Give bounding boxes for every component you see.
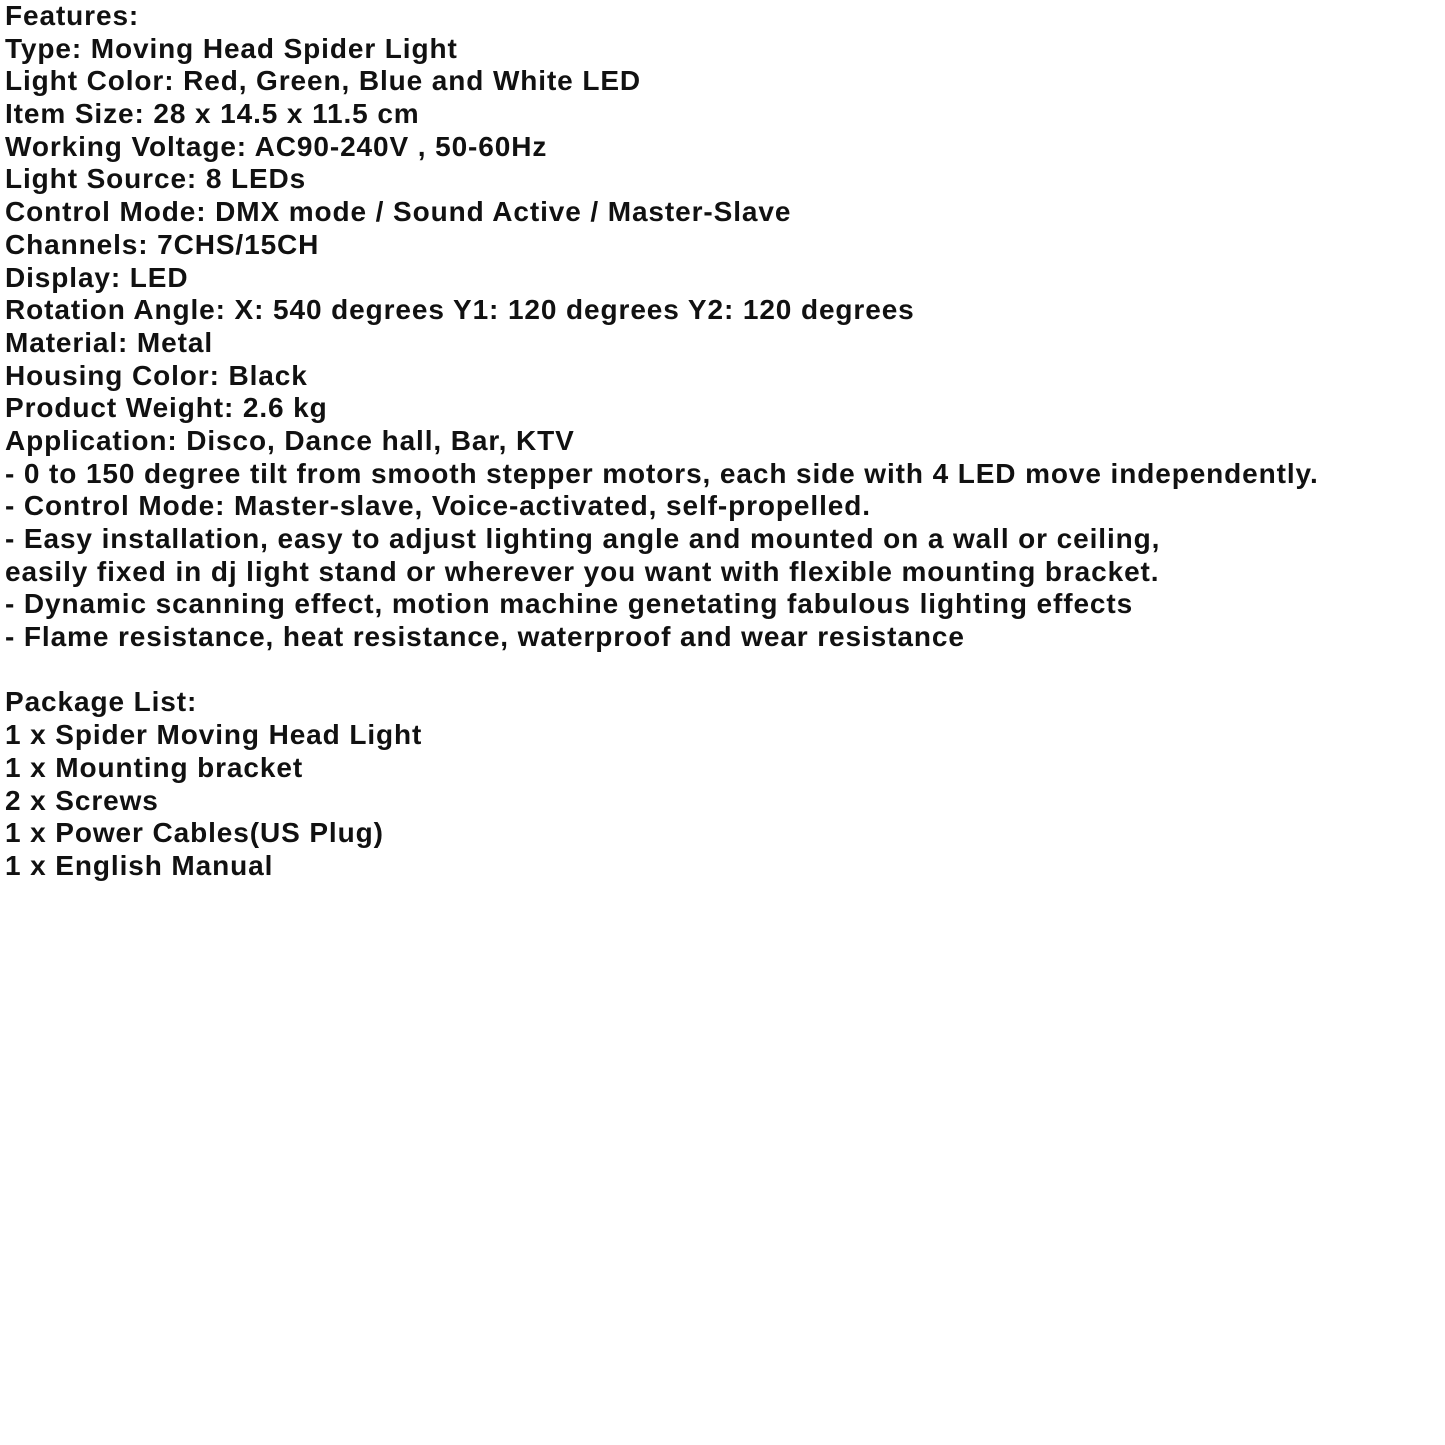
spec-light-source: Light Source: 8 LEDs bbox=[5, 163, 307, 195]
spec-type: Type: Moving Head Spider Light bbox=[5, 32, 458, 64]
section-spacer bbox=[5, 654, 1443, 687]
spec-working-voltage: Working Voltage: AC90-240V , 50-60Hz bbox=[5, 130, 548, 162]
features-heading: Features: bbox=[5, 0, 140, 31]
features-section bbox=[5, 0, 1443, 654]
spec-housing-color: Housing Color: Black bbox=[5, 359, 308, 391]
spec-material: Material: Metal bbox=[5, 326, 213, 358]
package-item: 1 x Mounting bracket bbox=[5, 751, 304, 783]
package-heading: Package List: bbox=[5, 686, 198, 718]
spec-item-size: Item Size: 28 x 14.5 x 11.5 cm bbox=[5, 98, 420, 130]
spec-rotation-angle: Rotation Angle: X: 540 degrees Y1: 120 degrees Y2: 120 degrees bbox=[5, 294, 915, 326]
package-item: 2 x Screws bbox=[5, 784, 159, 816]
spec-control-mode: Control Mode: DMX mode / Sound Active / Master-Slave bbox=[5, 196, 792, 228]
package-item: 1 x Power Cables(US Plug) bbox=[5, 817, 384, 849]
package-section bbox=[5, 686, 1443, 882]
feature-bullet: - Dynamic scanning effect, motion machine genetating fabulous lighting effects bbox=[5, 588, 1134, 620]
feature-bullet-continuation: easily fixed in dj light stand or wherever you want with flexible mounting bracket. bbox=[5, 555, 1160, 587]
product-description bbox=[5, 0, 1443, 883]
spec-application: Application: Disco, Dance hall, Bar, KTV bbox=[5, 424, 575, 456]
spec-product-weight: Product Weight: 2.6 kg bbox=[5, 392, 328, 424]
spec-channels: Channels: 7CHS/15CH bbox=[5, 228, 320, 260]
spec-display: Display: LED bbox=[5, 261, 189, 293]
feature-bullet: - 0 to 150 degree tilt from smooth stepper motors, each side with 4 LED move independently. bbox=[5, 457, 1319, 489]
feature-bullet: - Control Mode: Master-slave, Voice-activated, self-propelled. bbox=[5, 490, 871, 522]
feature-bullet: - Easy installation, easy to adjust lighting angle and mounted on a wall or ceiling, bbox=[5, 523, 1161, 554]
package-item: 1 x English Manual bbox=[5, 849, 274, 881]
feature-bullet: - Flame resistance, heat resistance, waterproof and wear resistance bbox=[5, 621, 965, 653]
package-item: 1 x Spider Moving Head Light bbox=[5, 719, 423, 751]
spec-light-color: Light Color: Red, Green, Blue and White LED bbox=[5, 65, 642, 97]
